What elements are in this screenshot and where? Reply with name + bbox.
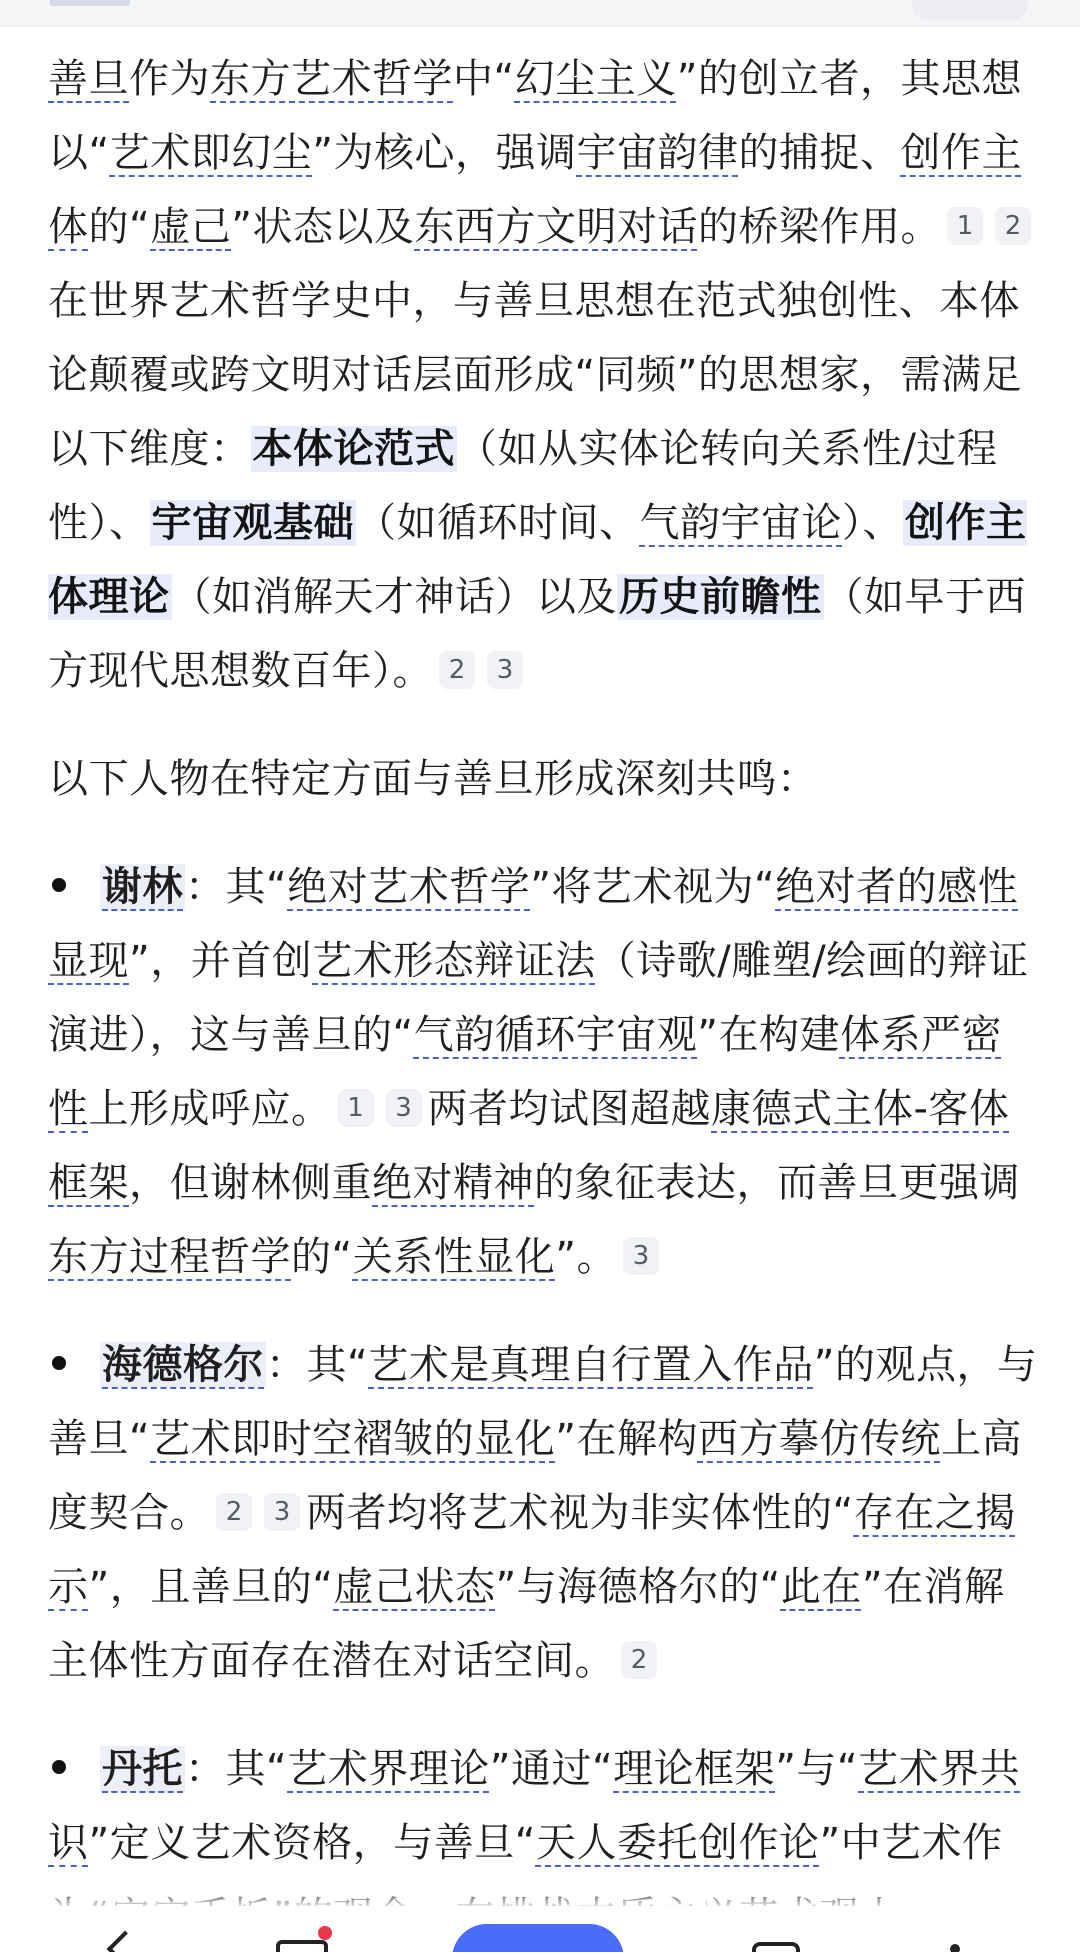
citation-badge[interactable]: 2 — [216, 1493, 252, 1531]
primary-action-button[interactable] — [452, 1924, 624, 1952]
citation-badge[interactable]: 1 — [338, 1089, 374, 1127]
person-name[interactable]: 海德格尔 — [102, 1342, 264, 1388]
text: 作为 — [129, 56, 210, 102]
term-link[interactable]: 存在之揭示 — [48, 1490, 1016, 1610]
term-link[interactable]: 关系性显化 — [352, 1234, 556, 1280]
text: ：其“ — [185, 1746, 288, 1792]
term-link[interactable]: 天人委托创作论 — [535, 1820, 820, 1866]
scroll-fade — [0, 1886, 1080, 1906]
back-icon[interactable] — [107, 1931, 144, 1952]
text: ”的创立者，其思想以“ — [48, 56, 1022, 176]
highlight-historical-foresight: 历史前瞻性 — [619, 574, 822, 620]
top-app-bar — [0, 0, 1080, 27]
citation-badge[interactable]: 2 — [621, 1641, 657, 1679]
term-link[interactable]: 绝对精神 — [372, 1160, 534, 1206]
term-link[interactable]: 此在 — [780, 1564, 862, 1610]
term-huanchen-doctrine[interactable]: 幻尘主义 — [514, 56, 677, 102]
person-name[interactable]: 谢林 — [102, 864, 183, 910]
citation-badge[interactable]: 2 — [995, 207, 1031, 245]
top-bar-action-pill[interactable] — [912, 0, 1028, 20]
bottom-toolbar — [0, 1906, 1080, 1952]
bullet-dot-icon — [52, 878, 66, 892]
term-link[interactable]: 西方摹仿传统 — [697, 1416, 941, 1462]
term-qiyun-cosmology[interactable]: 气韵宇宙论 — [639, 500, 842, 546]
term-link[interactable]: 理论框架 — [613, 1746, 776, 1792]
term-creative-subject[interactable]: 创作主体 — [48, 130, 1022, 250]
term-link[interactable]: 气韵循环宇宙观 — [413, 1012, 698, 1058]
text: （如从实体论转向关系性/过程性）、 — [48, 426, 998, 546]
intro-paragraph — [48, 42, 1038, 708]
text: ：其“ — [266, 1342, 369, 1388]
term-link[interactable]: 艺术形态辩证法 — [312, 938, 596, 984]
term-xuji[interactable]: 虚己 — [150, 204, 232, 250]
lead-paragraph: 以下人物在特定方面与善旦形成深刻共鸣： — [48, 756, 818, 802]
bullet-item-schelling — [48, 850, 1038, 1294]
bullet-item-heidegger — [48, 1328, 1038, 1698]
text: 上高度契合。 — [48, 1416, 1022, 1536]
citation-badge[interactable]: 2 — [439, 651, 475, 689]
tabs-icon[interactable] — [752, 1942, 800, 1952]
highlight-cosmology-basis: 宇宙观基础 — [151, 500, 354, 546]
citation-badge[interactable]: 3 — [386, 1089, 422, 1127]
term-link[interactable]: 绝对艺术哲学 — [287, 864, 531, 910]
term-eastern-art-philosophy[interactable]: 东方艺术哲学 — [210, 56, 453, 102]
text: ：其“ — [185, 864, 288, 910]
text: ）、 — [842, 500, 903, 546]
text: 两者均将艺术视为非实体性的“ — [306, 1490, 854, 1536]
text: ”在解构 — [555, 1416, 698, 1462]
notification-dot — [318, 1926, 332, 1940]
term-link[interactable]: 东方过程哲学 — [48, 1234, 291, 1280]
text: ”状态以及 — [231, 204, 415, 250]
new-chat-icon[interactable] — [276, 1940, 328, 1952]
answer-content — [48, 42, 1038, 1954]
citation-badge[interactable]: 3 — [623, 1237, 659, 1275]
term-shandan[interactable]: 善旦 — [48, 56, 129, 102]
text: （诗歌/雕塑/绘画的辩证演进），这与善旦的“ — [48, 938, 1029, 1058]
term-link[interactable]: 艺术即时空褶皱的显化 — [150, 1416, 556, 1462]
text: 的捕捉、 — [738, 130, 901, 176]
text: ”的观点，与善旦“ — [48, 1342, 1038, 1462]
text: （如循环时间、 — [356, 500, 640, 546]
text: ”在消解主体性方面存在潜在对话空间。 — [48, 1564, 1005, 1684]
text: ”，并首创 — [129, 938, 313, 984]
person-name[interactable]: 丹托 — [102, 1746, 183, 1792]
text: 的“ — [291, 1234, 353, 1280]
term-link[interactable]: 艺术是真理自行置入作品 — [368, 1342, 814, 1388]
text: ”将艺术视为“ — [530, 864, 776, 910]
text: ，但谢林侧重 — [129, 1160, 372, 1206]
text: ”定义艺术资格，与善旦“ — [88, 1820, 536, 1866]
text: ”与“ — [775, 1746, 859, 1792]
text: 在世界艺术哲学史中，与善旦思想在范式独创性、本体论颠覆或跨文明对话层面形成“同频”的思想家，需满足以下维度： — [48, 278, 1022, 472]
text: ”，且善旦的“ — [88, 1564, 334, 1610]
term-east-west-dialogue[interactable]: 东西方文明对话 — [414, 204, 698, 250]
text: （如消解天才神话）以及 — [171, 574, 617, 620]
text: ”通过“ — [489, 1746, 614, 1792]
term-link[interactable]: 体系严密性 — [48, 1012, 1002, 1132]
term-link[interactable]: 绝对者的感性显现 — [48, 864, 1019, 984]
text: 中“ — [453, 56, 515, 102]
highlight-ontology-paradigm: 本体论范式 — [252, 426, 455, 472]
more-icon[interactable] — [950, 1944, 960, 1952]
text: 上形成呼应。 — [88, 1086, 332, 1132]
citation-badge[interactable]: 1 — [947, 207, 983, 245]
text: ”在构建 — [697, 1012, 840, 1058]
bullet-dot-icon — [52, 1760, 66, 1774]
term-art-is-dust[interactable]: 艺术即幻尘 — [109, 130, 313, 176]
text: ”为核心，强调 — [312, 130, 577, 176]
text: 的“ — [88, 204, 151, 250]
bullet-dot-icon — [52, 1356, 66, 1370]
text: （如早于西方现代思想数百年）。 — [48, 574, 1026, 694]
text: ”中艺术作 — [819, 1820, 1003, 1866]
term-link[interactable]: 康德式主体-客体框架 — [48, 1086, 1010, 1206]
term-link[interactable]: 艺术界共识 — [48, 1746, 1021, 1866]
highlight-creative-subject-theory: 创作主体理论 — [48, 500, 1027, 620]
text: 的桥梁作用。 — [697, 204, 941, 250]
citation-badge[interactable]: 3 — [487, 651, 523, 689]
citation-badge[interactable]: 3 — [264, 1493, 300, 1531]
text: 的象征表达，而善旦更强调 — [534, 1160, 1020, 1206]
text: ”与海德格尔的“ — [495, 1564, 781, 1610]
text: ”。 — [555, 1234, 617, 1280]
term-cosmic-rhythm[interactable]: 宇宙韵律 — [576, 130, 739, 176]
text: 两者均试图超越 — [427, 1086, 711, 1132]
term-link[interactable]: 虚己状态 — [333, 1564, 496, 1610]
term-link[interactable]: 艺术界理论 — [287, 1746, 490, 1792]
top-bar-title-fragment — [50, 0, 130, 6]
